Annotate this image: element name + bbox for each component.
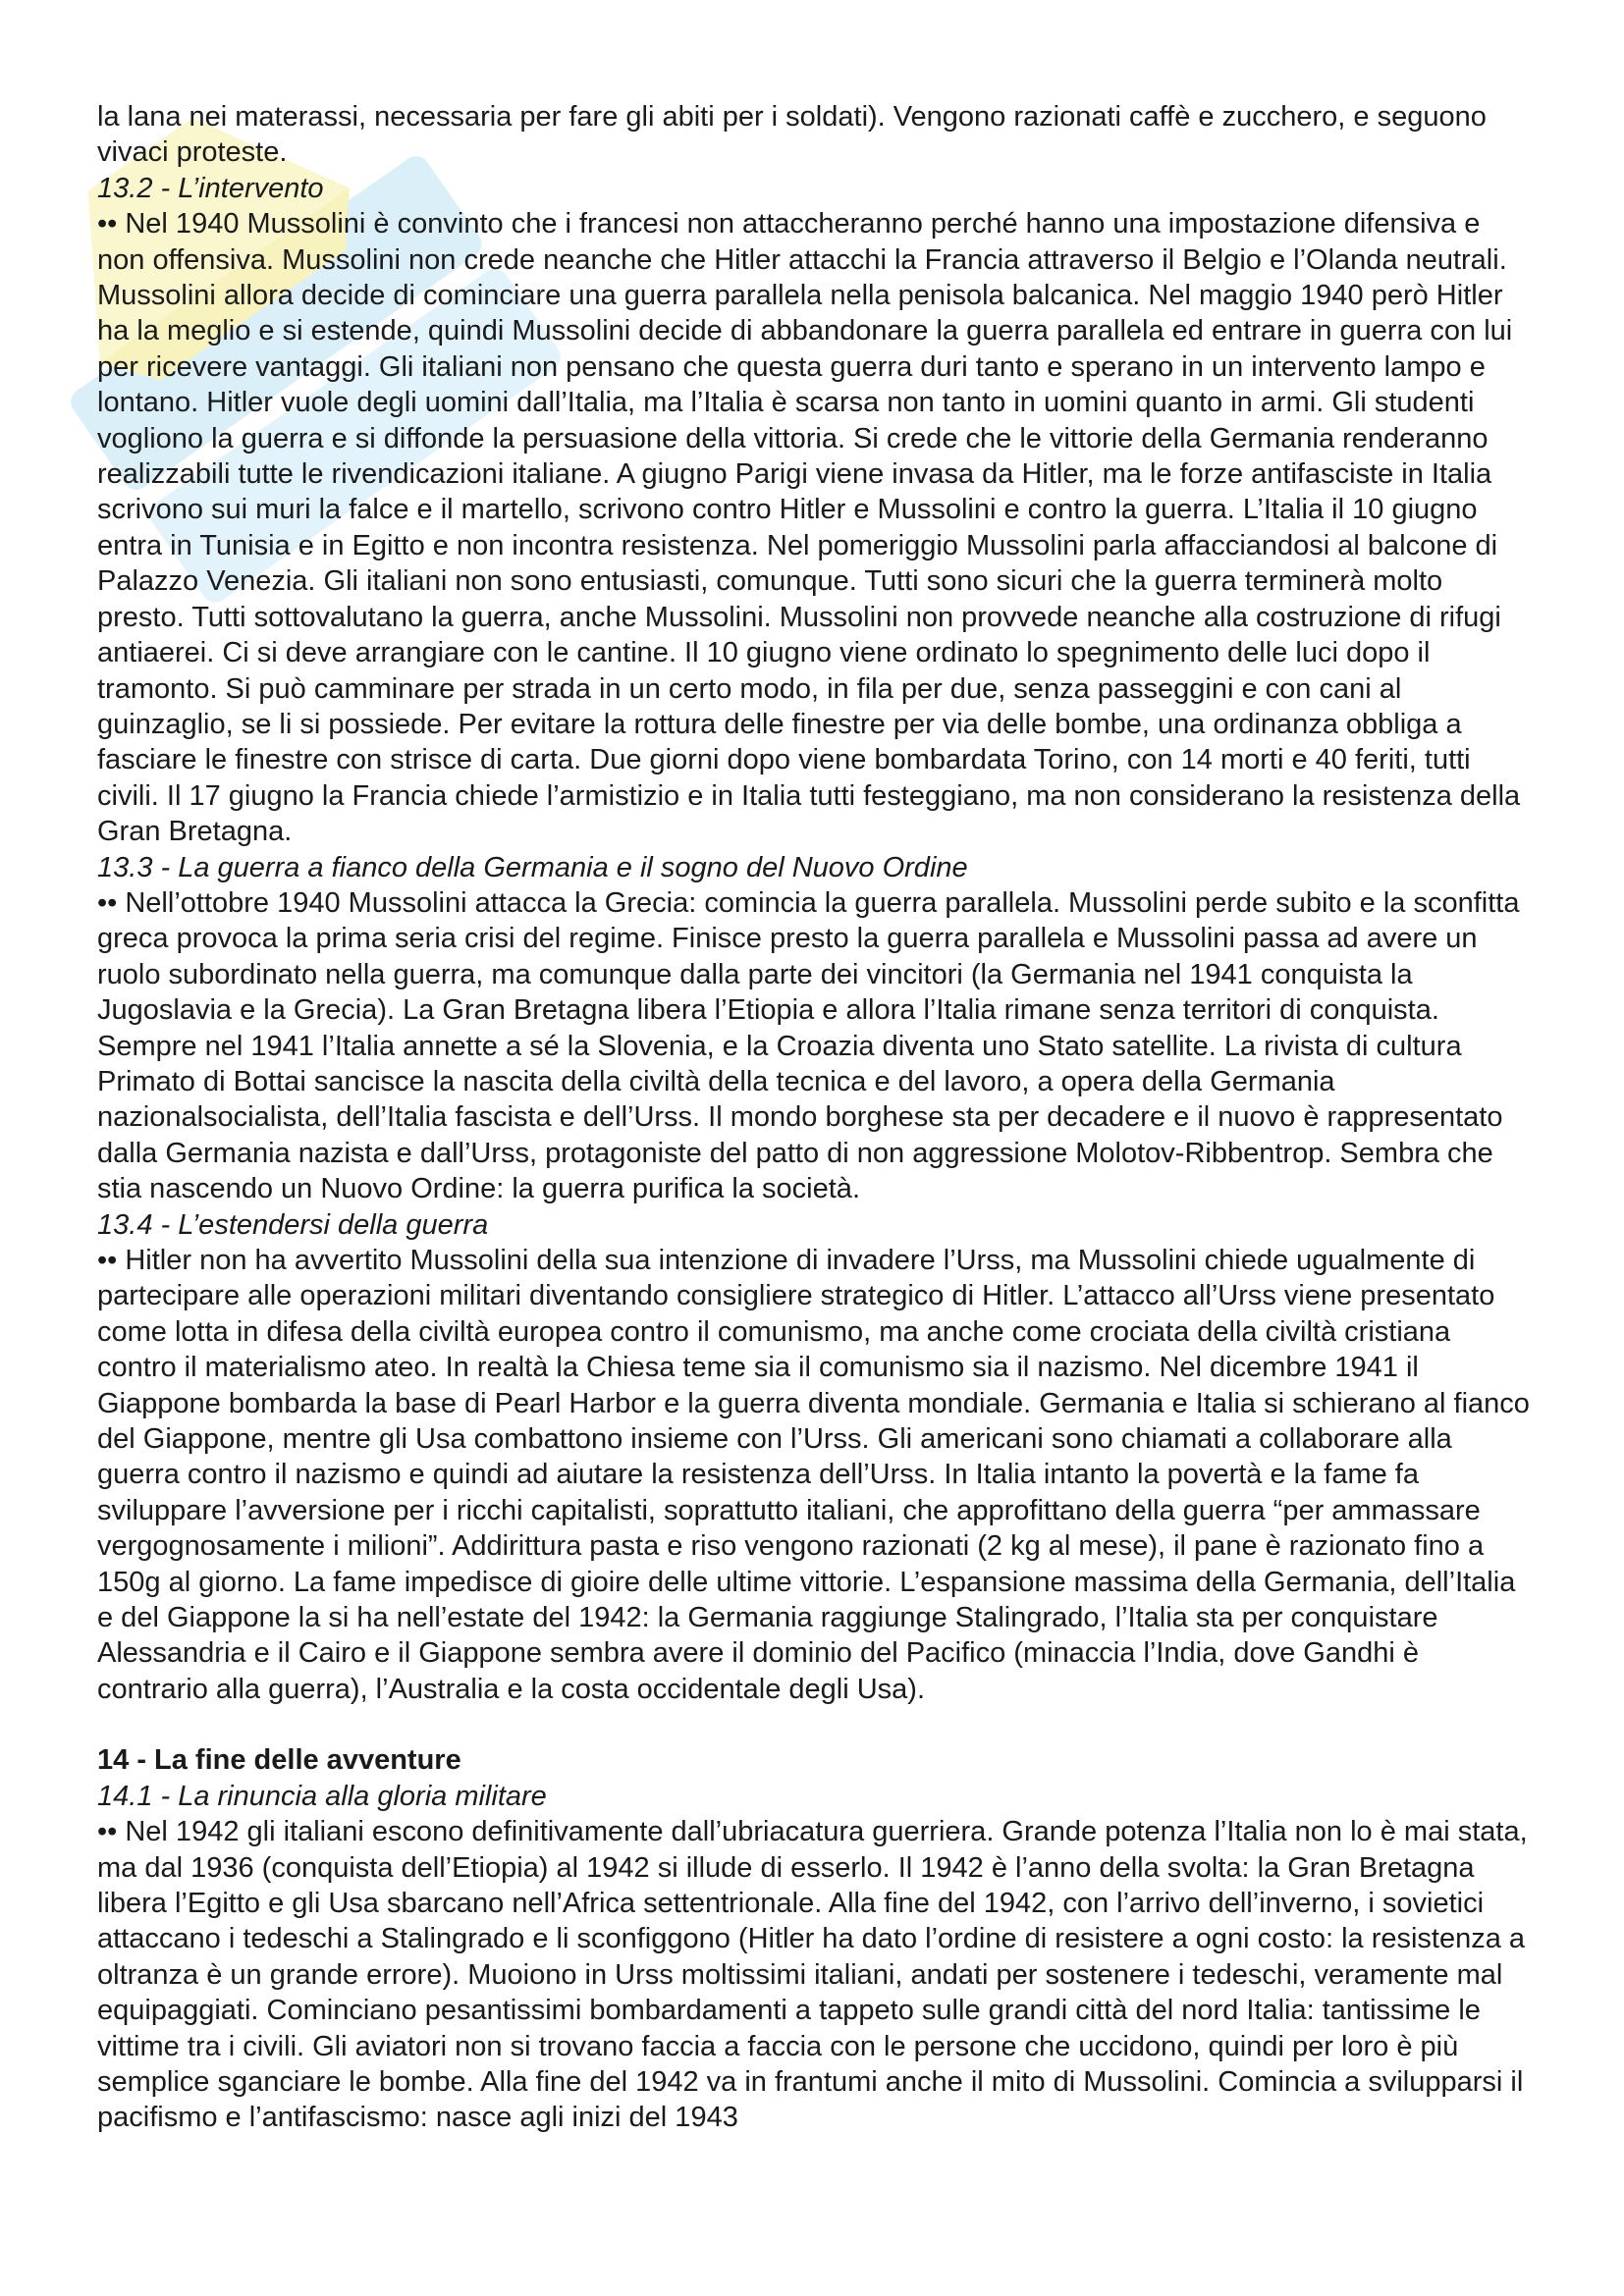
- document-body: [97, 99, 1533, 2136]
- section-14-1-title: 14.1 - La rinuncia alla gloria militare: [97, 1780, 547, 1812]
- spacer: [97, 1707, 1533, 1742]
- section-14-1-body: •• Nel 1942 gli italiani escono definitivamente dall’ubriacatura guerriera. Grande potenza l’Italia non lo è mai stata, ma dal 1936 (conquista dell’Etiopia) al 1942 si illude di esserlo. Il 1942 è l’anno della svolta: la Gran Bretagna libera l’Egitto e gli Usa sbarcano nell’Africa settentrionale. Alla fine del 1942, con l’arrivo dell’inverno, i sovietici attaccano i tedeschi a Stalingrado e li sconfiggono (Hitler ha dato l’ordine di resistere a ogni costo: la resistenza a oltranza è un grande errore). Muoiono in Urss moltissimi italiani, andati per sostenere i tedeschi, veramente mal equipaggiati. Cominciano pesantissimi bombardamenti a tappeto sulle grandi città del nord Italia: tantissime le vittime tra i civili. Gli aviatori non si trovano faccia a faccia con le persone che uccidono, quindi per loro è più semplice sganciare le bombe. Alla fine del 1942 va in frantumi anche il mito di Mussolini. Comincia a svilupparsi il pacifismo e l’antifascismo: nasce agli inizi del 1943: [97, 1816, 1528, 2134]
- section-13-4-title: 13.4 - L’estendersi della guerra: [97, 1208, 489, 1241]
- section-13-3-body: •• Nell’ottobre 1940 Mussolini attacca la Grecia: comincia la guerra parallela. Mussolini perde subito e la sconfitta greca provoca la prima seria crisi del regime. Finisce presto la guerra parallela e Mussolini passa ad avere un ruolo subordinato nella guerra, ma comunque dalla parte dei vincitori (la Germania nel 1941 conquista la Jugoslavia e la Grecia). La Gran Bretagna libera l’Etiopia e allora l’Italia rimane senza territori di conquista. Sempre nel 1941 l’Italia annette a sé la Slovenia, e la Croazia diventa uno Stato satellite. La rivista di cultura Primato di Bottai sancisce la nascita della civiltà della tecnica e del lavoro, a opera della Germania nazionalsocialista, dell’Italia fascista e dell’Urss. Il mondo borghese sta per decadere e il nuovo è rappresentato dalla Germania nazista e dall’Urss, protagoniste del patto di non aggressione Molotov-Ribbentrop. Sembra che stia nascendo un Nuovo Ordine: la guerra purifica la società.: [97, 886, 1520, 1205]
- section-13-4-body: •• Hitler non ha avvertito Mussolini della sua intenzione di invadere l’Urss, ma Mussolini chiede ugualmente di partecipare alle operazioni militari diventando consigliere strategico di Hitler. L’attacco all’Urss viene presentato come lotta in difesa della civiltà europea contro il comunismo, ma anche come crociata della civiltà cristiana contro il materialismo ateo. In realtà la Chiesa teme sia il comunismo sia il nazismo. Nel dicembre 1941 il Giappone bombarda la base di Pearl Harbor e la guerra diventa mondiale. Germania e Italia si schierano al fianco del Giappone, mentre gli Usa combattono insieme con l’Urss. Gli americani sono chiamati a collaborare alla guerra contro il nazismo e quindi ad aiutare la resistenza dell’Urss. In Italia intanto la povertà e la fame fa sviluppare l’avversione per i ricchi capitalisti, soprattutto italiani, che approfittano della guerra “per ammassare vergognosamente i milioni”. Addirittura pasta e riso vengono razionati (2 kg al mese), il pane è razionato fino a 150g al giorno. La fame impedisce di gioire delle ultime vittorie. L’espansione massima della Germania, dell’Italia e del Giappone la si ha nell’estate del 1942: la Germania raggiunge Stalingrado, l’Italia sta per conquistare Alessandria e il Cairo e il Giappone sembra avere il dominio del Pacifico (minaccia l’India, dove Gandhi è contrario alla guerra), l’Australia e la costa occidentale degli Usa).: [97, 1245, 1530, 1705]
- intro-paragraph: la lana nei materassi, necessaria per fare gli abiti per i soldati). Vengono razionati caffè e zucchero, e seguono vivaci proteste.: [97, 101, 1487, 169]
- section-13-2-body: •• Nel 1940 Mussolini è convinto che i francesi non attaccheranno perché hanno una impostazione difensiva e non offensiva. Mussolini non crede neanche che Hitler attacchi la Francia attraverso il Belgio e l’Olanda neutrali. Mussolini allora decide di cominciare una guerra parallela nella penisola balcanica. Nel maggio 1940 però Hitler ha la meglio e si estende, quindi Mussolini decide di abbandonare la guerra parallela ed entrare in guerra con lui per ricevere vantaggi. Gli italiani non pensano che questa guerra duri tanto e sperano in un intervento lampo e lontano. Hitler vuole degli uomini dall’Italia, ma l’Italia è scarsa non tanto in uomini quanto in armi. Gli studenti vogliono la guerra e si diffonde la persuasione della vittoria. Si crede che le vittorie della Germania renderanno realizzabili tutte le rivendicazioni italiane. A giugno Parigi viene invasa da Hitler, ma le forze antifasciste in Italia scrivono sui muri la falce e il martello, scrivono contro Hitler e Mussolini e contro la guerra. L’Italia il 10 giugno entra in Tunisia e in Egitto e non incontra resistenza. Nel pomeriggio Mussolini parla affacciandosi al balcone di Palazzo Venezia. Gli italiani non sono entusiasti, comunque. Tutti sono sicuri che la guerra terminerà molto presto. Tutti sottovalutano la guerra, anche Mussolini. Mussolini non provvede neanche alla costruzione di rifugi antiaerei. Ci si deve arrangiare con le cantine. Il 10 giugno viene ordinato lo spegnimento delle luci dopo il tramonto. Si può camminare per strada in un certo modo, in fila per due, senza passeggini e con cani al guinzaglio, se li si possiede. Per evitare la rottura delle finestre per via delle bombe, una ordinanza obbliga a fasciare le finestre con strisce di carta. Due giorni dopo viene bombardata Torino, con 14 morti e 40 feriti, tutti civili. Il 17 giugno la Francia chiede l’armistizio e in Italia tutti festeggiano, ma non considerano la resistenza della Gran Bretagna.: [97, 208, 1521, 848]
- section-13-3-title: 13.3 - La guerra a fianco della Germania e il sogno del Nuovo Ordine: [97, 851, 968, 883]
- chapter-14-title: 14 - La fine delle avventure: [97, 1744, 461, 1777]
- section-13-2-title: 13.2 - L’intervento: [97, 172, 324, 204]
